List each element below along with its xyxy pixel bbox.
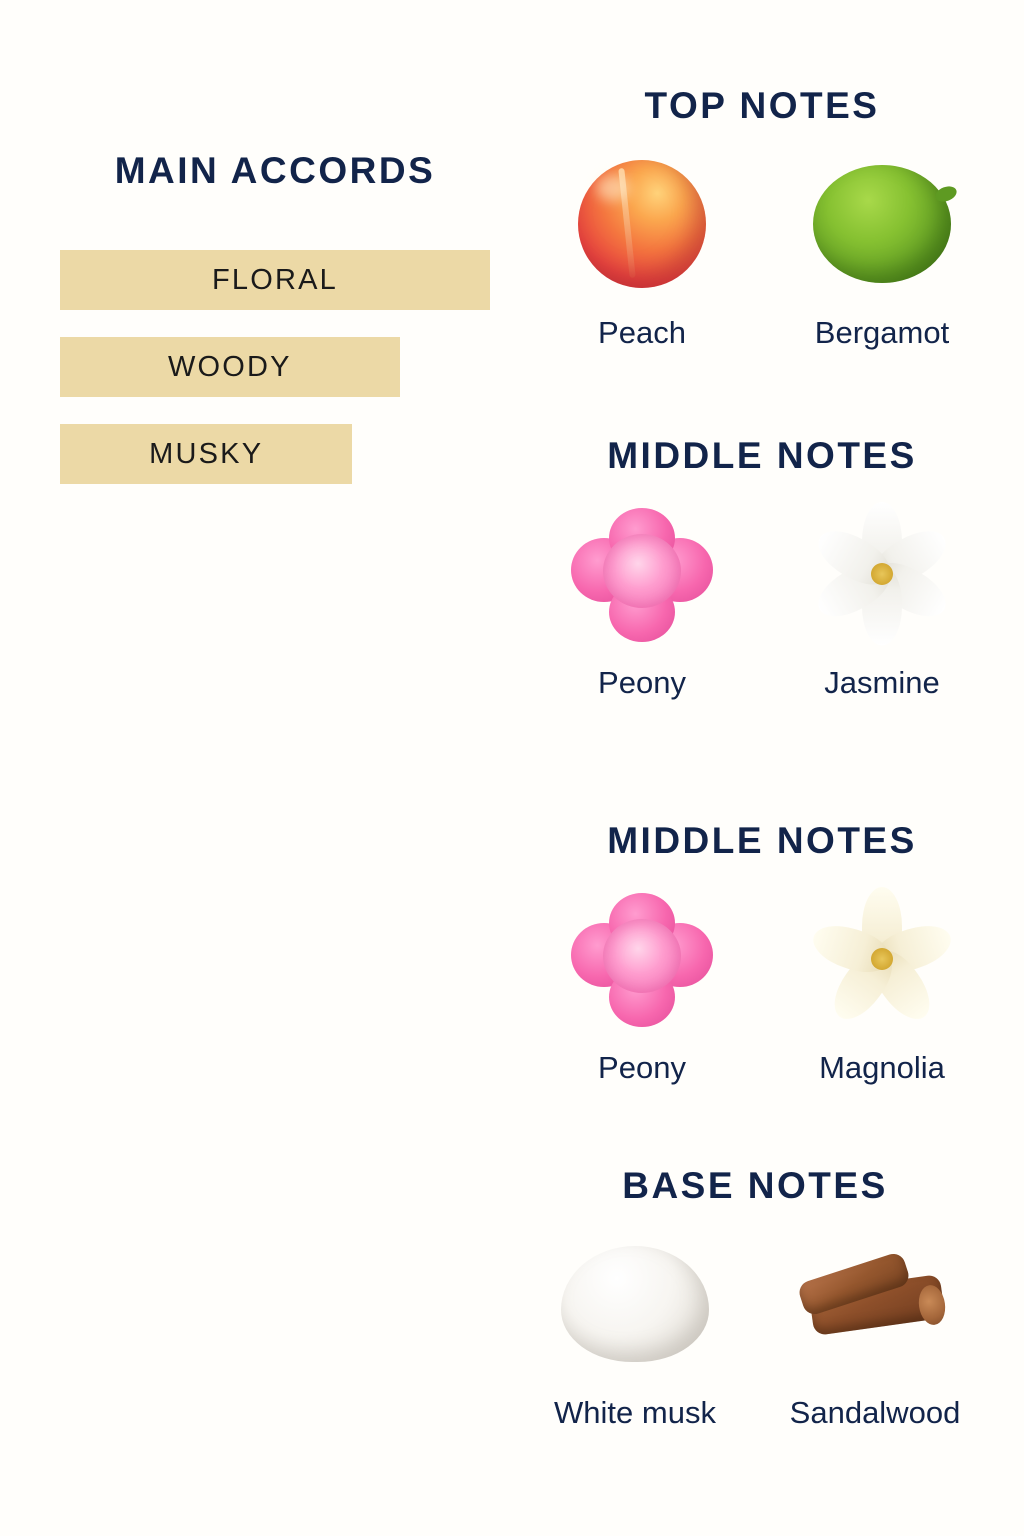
note-item-peony-2 <box>535 884 750 1086</box>
accord-label-woody: WOODY <box>167 350 292 383</box>
accord-bar-woody <box>60 337 400 397</box>
main-accords-title: MAIN ACCORDS <box>114 150 436 191</box>
note-item-peony-1 <box>535 499 750 701</box>
note-label-peach: Peach <box>598 315 686 350</box>
peony-flower-icon <box>567 884 717 1034</box>
magnolia-flower-icon <box>807 884 957 1034</box>
note-item-jasmine <box>775 499 990 701</box>
middle-notes-section-2 <box>517 820 1007 1086</box>
accord-bar-floral <box>60 250 490 310</box>
note-label-magnolia: Magnolia <box>819 1050 945 1085</box>
bergamot-lime-icon <box>813 149 951 299</box>
note-item-peach <box>535 149 750 351</box>
top-notes-section <box>517 85 1007 351</box>
accord-bar-musky <box>60 424 352 484</box>
note-item-magnolia <box>775 884 990 1086</box>
peach-icon <box>578 149 706 299</box>
middle-notes-title-1: MIDDLE NOTES <box>607 435 917 476</box>
base-notes-section <box>500 1165 1010 1431</box>
note-label-white-musk: White musk <box>554 1395 716 1430</box>
base-notes-title: BASE NOTES <box>622 1165 888 1206</box>
middle-notes-section-1 <box>517 435 1007 701</box>
note-item-sandalwood <box>768 1229 983 1431</box>
note-item-white-musk <box>528 1229 743 1431</box>
middle-notes-row-1 <box>517 499 1007 701</box>
middle-notes-row-2 <box>517 884 1007 1086</box>
note-item-bergamot <box>775 149 990 351</box>
middle-notes-title-2: MIDDLE NOTES <box>607 820 917 861</box>
accord-label-musky: MUSKY <box>149 437 264 470</box>
note-label-sandalwood: Sandalwood <box>789 1395 961 1430</box>
note-label-peony-1: Peony <box>598 665 686 700</box>
base-notes-row <box>500 1229 1010 1431</box>
top-notes-row <box>517 149 1007 351</box>
accord-label-floral: FLORAL <box>211 263 338 296</box>
sandalwood-log-icon <box>795 1229 955 1379</box>
peony-flower-icon <box>567 499 717 649</box>
jasmine-flower-icon <box>807 499 957 649</box>
main-accords-panel <box>60 150 490 511</box>
top-notes-title: TOP NOTES <box>644 85 880 126</box>
white-musk-icon <box>561 1229 709 1379</box>
note-label-jasmine: Jasmine <box>824 665 940 700</box>
note-label-bergamot: Bergamot <box>814 315 950 350</box>
note-label-peony-2: Peony <box>598 1050 686 1085</box>
